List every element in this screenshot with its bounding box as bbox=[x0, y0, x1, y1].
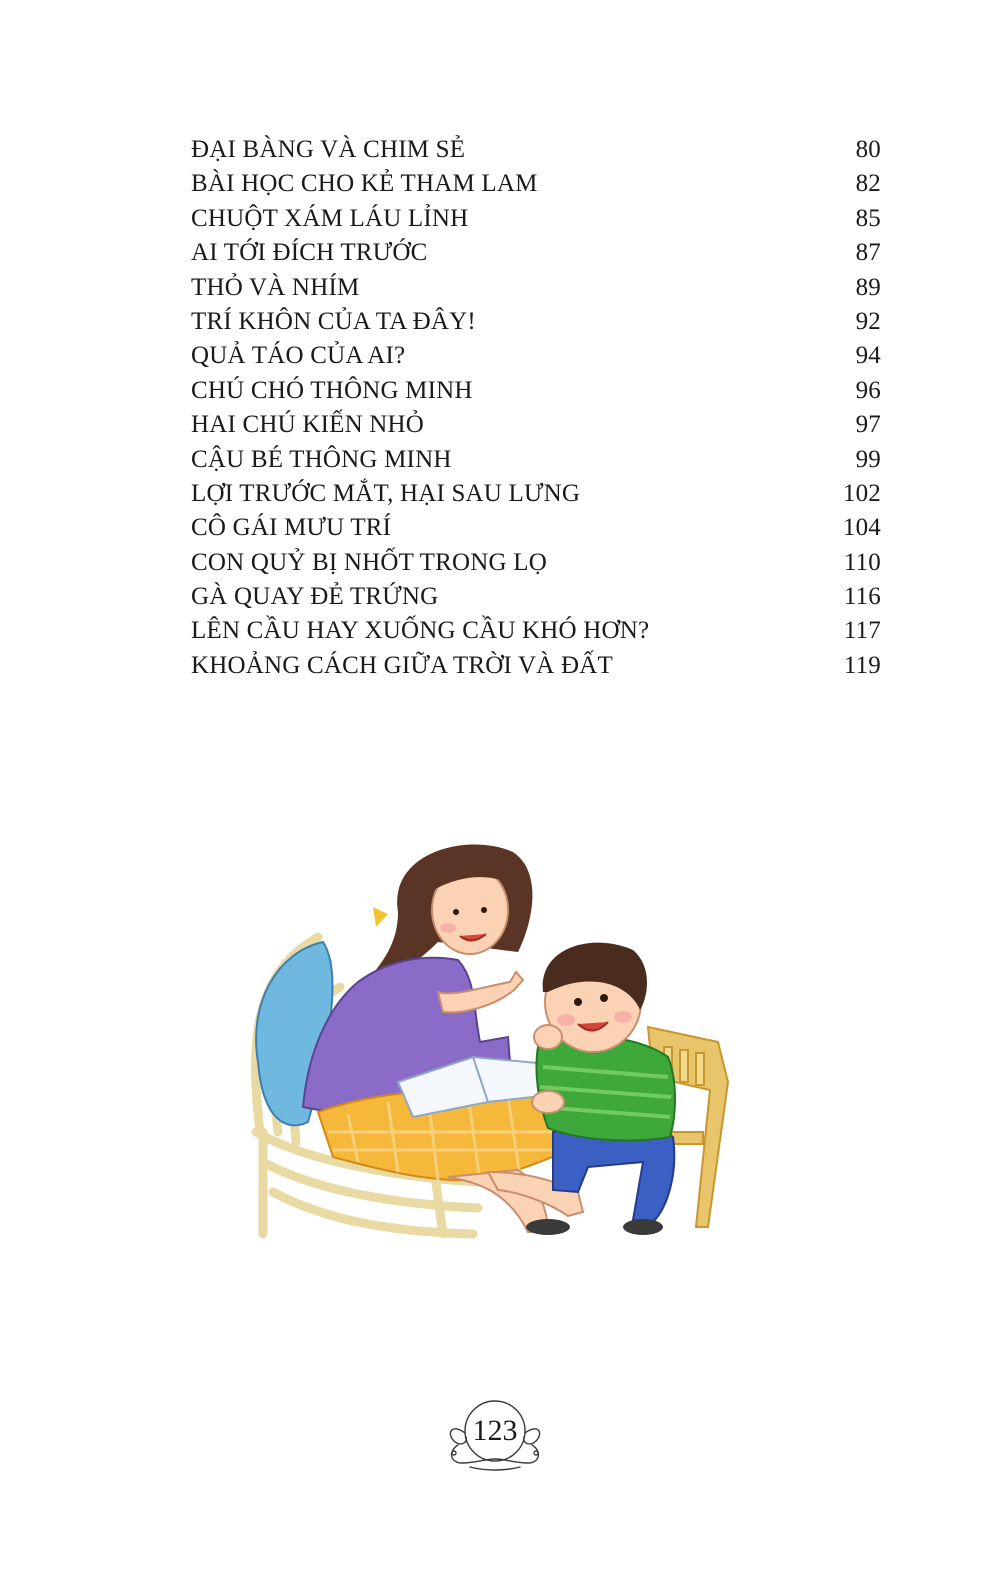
toc-entry-title: THỎ VÀ NHÍM bbox=[191, 273, 360, 301]
toc-entry-page: 116 bbox=[843, 583, 881, 611]
toc-entry-page: 80 bbox=[855, 136, 881, 163]
toc-entry-title: KHOẢNG CÁCH GIỮA TRỜI VÀ ĐẤT bbox=[191, 651, 613, 679]
toc-entry[interactable] bbox=[191, 649, 881, 683]
toc-entry-page: 89 bbox=[855, 273, 881, 301]
toc-entry-title: LỢI TRƯỚC MẮT, HẠI SAU LƯNG bbox=[191, 479, 581, 507]
toc-entry[interactable] bbox=[191, 167, 881, 201]
toc-entry-title: CẬU BÉ THÔNG MINH bbox=[191, 445, 452, 473]
toc-entry[interactable] bbox=[191, 133, 881, 167]
toc-entry[interactable] bbox=[191, 305, 881, 339]
toc-entry[interactable] bbox=[191, 477, 881, 511]
toc-entry-title: QUẢ TÁO CỦA AI? bbox=[191, 342, 406, 370]
mother-reading-book-to-boy-illustration bbox=[248, 832, 738, 1242]
toc-entry-title: CON QUỶ BỊ NHỐT TRONG LỌ bbox=[191, 548, 547, 576]
toc-entry-page: 85 bbox=[855, 204, 881, 232]
toc-entry-title: LÊN CẦU HAY XUỐNG CẦU KHÓ HƠN? bbox=[191, 617, 650, 645]
toc-entry[interactable] bbox=[191, 546, 881, 580]
toc-entry-page: 96 bbox=[855, 376, 881, 404]
toc-entry-page: 117 bbox=[843, 617, 881, 645]
toc-entry-title: BÀI HỌC CHO KẺ THAM LAM bbox=[191, 170, 538, 198]
toc-entry[interactable] bbox=[191, 511, 881, 545]
toc-entry-page: 104 bbox=[842, 514, 881, 542]
toc-entry-page: 94 bbox=[855, 342, 881, 370]
toc-entry-title: CÔ GÁI MƯU TRÍ bbox=[191, 514, 392, 542]
toc-entry[interactable] bbox=[191, 408, 881, 442]
toc-entry-page: 119 bbox=[843, 651, 881, 679]
page-number: 123 bbox=[472, 1414, 518, 1447]
toc-entry[interactable] bbox=[191, 271, 881, 305]
toc-entry[interactable] bbox=[191, 614, 881, 648]
toc-entry-page: 92 bbox=[855, 307, 881, 335]
toc-entry-title: CHUỘT XÁM LÁU LỈNH bbox=[191, 204, 469, 232]
toc-entry[interactable] bbox=[191, 339, 881, 373]
toc-entry-page: 97 bbox=[855, 411, 881, 439]
toc-entry-page: 102 bbox=[842, 479, 881, 507]
toc-entry[interactable] bbox=[191, 580, 881, 614]
toc-entry[interactable] bbox=[191, 443, 881, 477]
toc-entry-title: HAI CHÚ KIẾN NHỎ bbox=[191, 411, 425, 439]
table-of-contents bbox=[191, 133, 881, 683]
toc-entry-page: 99 bbox=[855, 445, 881, 473]
toc-entry-title: GÀ QUAY ĐẺ TRỨNG bbox=[191, 583, 439, 611]
toc-entry-page: 110 bbox=[843, 548, 881, 576]
toc-entry-page: 87 bbox=[855, 239, 881, 267]
toc-entry-title: ĐẠI BÀNG VÀ CHIM SẺ bbox=[191, 136, 466, 163]
toc-entry-title: TRÍ KHÔN CỦA TA ĐÂY! bbox=[191, 307, 476, 335]
toc-entry[interactable] bbox=[191, 236, 881, 270]
toc-entry-title: AI TỚI ĐÍCH TRƯỚC bbox=[191, 239, 428, 267]
toc-entry[interactable] bbox=[191, 202, 881, 236]
toc-entry-page: 82 bbox=[855, 170, 881, 198]
toc-entry-title: CHÚ CHÓ THÔNG MINH bbox=[191, 376, 473, 404]
toc-entry[interactable] bbox=[191, 374, 881, 408]
